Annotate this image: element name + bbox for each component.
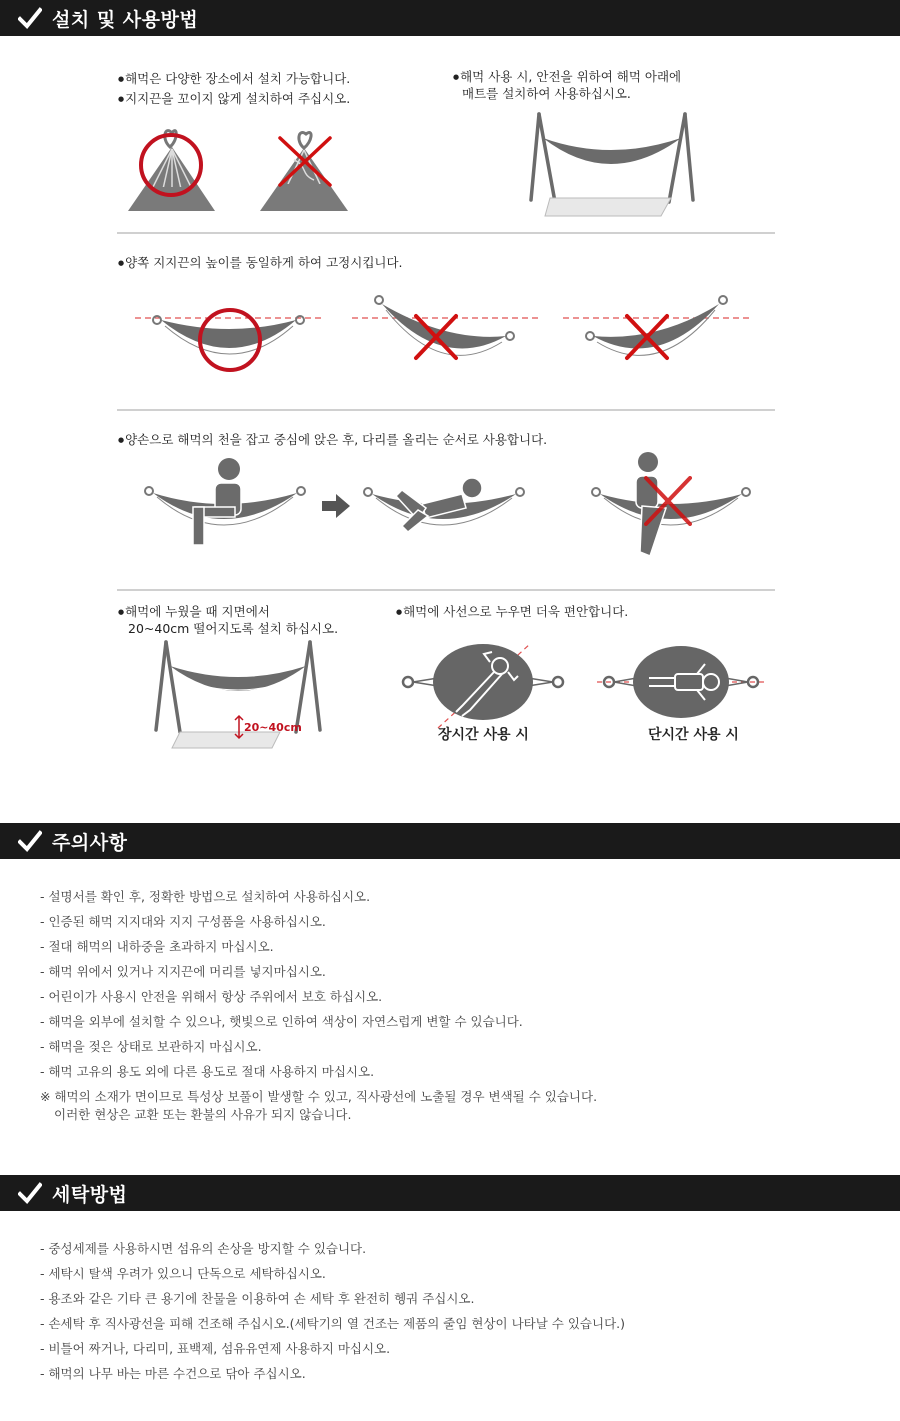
install-text-sit: ● 양손으로 해먹의 천을 잡고 중심에 앉은 후, 다리를 올리는 순서로 사용합니다. [118,431,547,449]
hammock-uneven-right-illustration [563,292,753,372]
check-icon [18,6,42,30]
caution-item: - 절대 해먹의 내하중을 초과하지 마십시오. [40,939,274,954]
washing-item: - 손세탁 후 직사광선을 피해 건조해 주십시오.(세탁기의 열 건조는 제품의 줄임 현상이 나타날 수 있습니다.) [40,1316,625,1331]
washing-item: - 비틀어 짜거나, 다리미, 표백제, 섬유유연제 사용하지 마십시오. [40,1341,391,1356]
caution-note: 이러한 현상은 교환 또는 환불의 사유가 되지 않습니다. [54,1107,352,1122]
straight-lying-illustration [597,640,767,735]
hammock-height-illustration [150,638,330,750]
check-icon [18,829,42,853]
short-use-caption: 단시간 사용 시 [648,727,739,743]
install-text-place-2: ● 지지끈을 꼬이지 않게 설치하여 주십시오. [118,90,350,108]
caution-item: - 해먹을 젖은 상태로 보관하지 마십시오. [40,1039,262,1054]
section-title-caution: 주의사항 [52,832,128,854]
install-text-height: ● 양쪽 지지끈의 높이를 동일하게 하여 고정시킵니다. [118,254,403,272]
section-divider [117,409,775,411]
hammock-level-illustration [135,300,325,380]
washing-item: - 용조와 같은 기타 큰 용기에 찬물을 이용하여 손 세탁 후 완전히 헹궈 주십시오. [40,1291,475,1306]
install-text-place-1: ● 해먹은 다양한 장소에서 설치 가능합니다. [118,70,350,88]
section-divider [117,232,775,234]
rope-twisted-illustration [258,130,353,215]
hammock-stand-mat-illustration [525,110,695,222]
hammock-uneven-left-illustration [352,292,542,372]
caution-item: - 해먹 고유의 용도 외에 다른 용도로 절대 사용하지 마십시오. [40,1064,375,1079]
caution-item: - 설명서를 확인 후, 정확한 방법으로 설치하여 사용하십시오. [40,889,371,904]
diagonal-lying-illustration [398,640,568,735]
section-header-washing [0,1175,900,1211]
caution-note: ※ 해먹의 소재가 면이므로 특성상 보풀이 발생할 수 있고, 직사광선에 노출될 경우 변색될 수 있습니다. [40,1089,598,1104]
height-range-label: 20~40cm [244,721,302,734]
caution-item: - 해먹 위에서 있거나 지지끈에 머리를 넣지마십시오. [40,964,326,979]
section-divider [117,589,775,591]
wrong-sitting-illustration [590,452,760,562]
arrow-right-icon [322,494,352,518]
install-text-ground-2: 20~40cm 떨어지도록 설치 하십시오. [128,621,339,636]
section-header-install [0,0,900,36]
caution-item: - 어린이가 사용시 안전을 위해서 항상 주위에서 보호 하십시오. [40,989,383,1004]
section-header-caution [0,823,900,859]
check-icon [18,1181,42,1205]
lying-down-illustration [362,460,532,550]
install-text-mat-1: ● 해먹 사용 시, 안전을 위하여 해먹 아래에 [453,68,681,86]
caution-item: - 인증된 해먹 지지대와 지지 구성품을 사용하십시오. [40,914,326,929]
caution-item: - 해먹을 외부에 설치할 수 있으나, 햇빛으로 인하여 색상이 자연스럽게 변할 수 있습니다. [40,1014,523,1029]
sitting-center-illustration [143,455,313,550]
washing-item: - 세탁시 탈색 우려가 있으니 단독으로 세탁하십시오. [40,1266,326,1281]
install-text-ground-1: ● 해먹에 누웠을 때 지면에서 [118,603,270,621]
install-text-diagonal: ● 해먹에 사선으로 누우면 더욱 편안합니다. [396,603,628,621]
section-title-install: 설치 및 사용방법 [52,9,199,31]
rope-straight-illustration [125,125,220,215]
section-title-washing: 세탁방법 [52,1184,128,1206]
washing-item: - 중성세제를 사용하시면 섬유의 손상을 방지할 수 있습니다. [40,1241,367,1256]
washing-item: - 해먹의 나무 바는 마른 수건으로 닦아 주십시오. [40,1366,306,1381]
long-use-caption: 장시간 사용 시 [438,727,529,743]
install-text-mat-2: 매트를 설치하여 사용하십시오. [462,86,631,101]
